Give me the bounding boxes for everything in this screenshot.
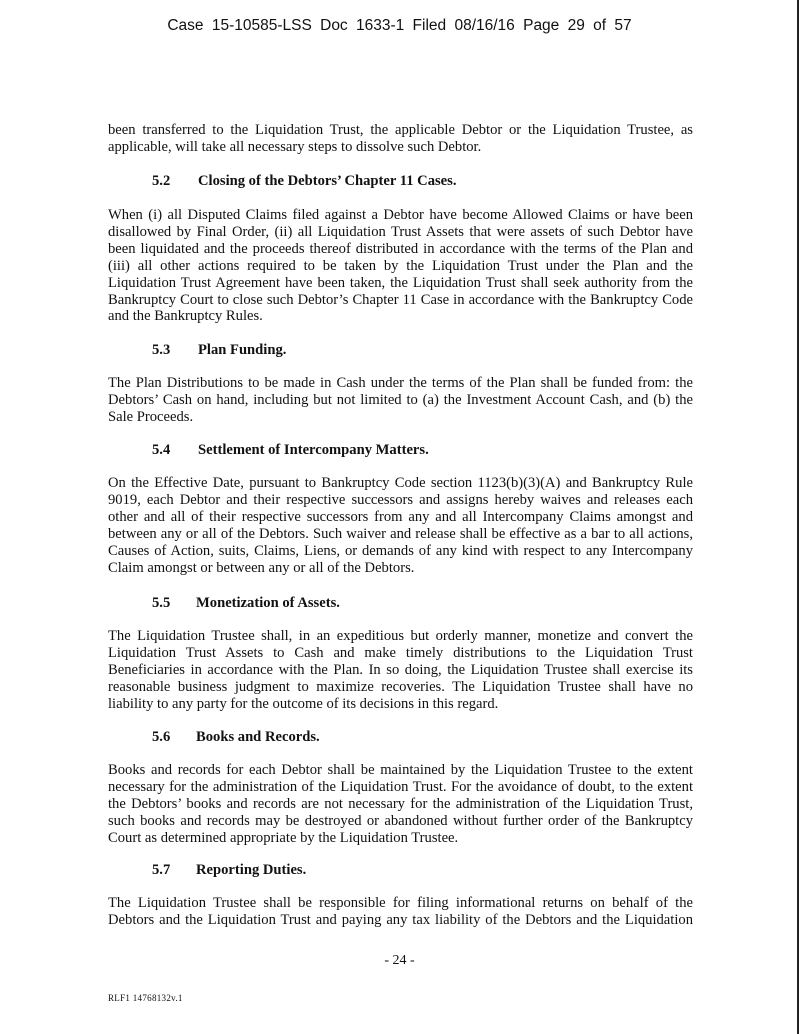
section-title: Reporting Duties. [196, 862, 307, 878]
page-number: - 24 - [384, 953, 415, 968]
section-body-5-6: Books and records for each Debtor shall be maintained by the Liquidation Trustee to the extent necessary for the administration of the Liquidation Trust. For the avoidance of doubt, to the extent the Debtors’ books and records are not necessary for the administration of the Liquidation Trust, such books and records may be destroyed or abandoned without further order of the Bankruptcy Court as determined appropriate by the Liquidation Trustee. [108, 762, 693, 846]
section-number: 5.2 [152, 173, 171, 189]
section-title: Monetization of Assets. [196, 595, 340, 611]
section-heading-5-2 [152, 173, 457, 190]
intro-paragraph: been transferred to the Liquidation Trust, the applicable Debtor or the Liquidation Trustee, as applicable, will take all necessary steps to dissolve such Debtor. [108, 122, 693, 155]
section-title: Settlement of Intercompany Matters. [198, 442, 429, 458]
section-title: Closing of the Debtors’ Chapter 11 Cases. [198, 173, 457, 189]
section-heading-5-6 [152, 729, 320, 746]
section-title: Plan Funding. [198, 342, 287, 358]
section-number: 5.5 [152, 595, 171, 611]
section-heading-5-7 [152, 862, 306, 879]
section-heading-5-3 [152, 342, 286, 359]
case-header: Case 15-10585-LSS Doc 1633-1 Filed 08/16/16 Page 29 of 57 [167, 17, 632, 34]
section-number: 5.4 [152, 442, 171, 458]
section-title: Books and Records. [196, 729, 320, 745]
section-body-5-2: When (i) all Disputed Claims filed against a Debtor have become Allowed Claims or have been disallowed by Final Order, (ii) all Liquidation Trust Assets that were assets of such Debtor have been liquidated and the proceeds thereof distributed in accordance with the terms of the Plan and (iii) all other actions required to be taken by the Liquidation Trust under the Plan and the Liquidation Trust Agreement have been taken, the Liquidation Trust shall seek authority from the Bankruptcy Court to close such Debtor’s Chapter 11 Case in accordance with the Bankruptcy Code and the Bankruptcy Rules. [108, 207, 693, 325]
section-body-5-7: The Liquidation Trustee shall be responsible for filing informational returns on behalf of the Debtors and the Liquidation Trust and paying any tax liability of the Debtors and the Liquidation [108, 895, 693, 928]
section-heading-5-4 [152, 442, 429, 459]
section-number: 5.3 [152, 342, 171, 358]
section-body-5-5: The Liquidation Trustee shall, in an expeditious but orderly manner, monetize and convert the Liquidation Trust Assets to Cash and make timely distributions to the Liquidation Trust Beneficiaries in accordance with the Plan. In so doing, the Liquidation Trustee shall exercise its reasonable business judgment to maximize recoveries. The Liquidation Trustee shall have no liability to any party for the outcome of its decisions in this regard. [108, 628, 693, 712]
section-body-5-3: The Plan Distributions to be made in Cash under the terms of the Plan shall be funded from: the Debtors’ Cash on hand, including but not limited to (a) the Investment Account Cash, and (b) the Sale Proceeds. [108, 375, 693, 425]
document-id: RLF1 14768132v.1 [108, 993, 183, 1003]
section-heading-5-5 [152, 595, 340, 612]
section-number: 5.7 [152, 862, 171, 878]
section-body-5-4: On the Effective Date, pursuant to Bankruptcy Code section 1123(b)(3)(A) and Bankruptcy Rule 9019, each Debtor and their respective successors and assigns hereby waives and releases each other and all of their respective successors from any and all Intercompany Claims amongst and between any or all of the Debtors. Such waiver and release shall be effective as a bar to all actions, Causes of Action, suits, Claims, Liens, or demands of any kind with respect to any Intercompany Claim amongst or between any or all of the Debtors. [108, 475, 693, 576]
section-number: 5.6 [152, 729, 171, 745]
